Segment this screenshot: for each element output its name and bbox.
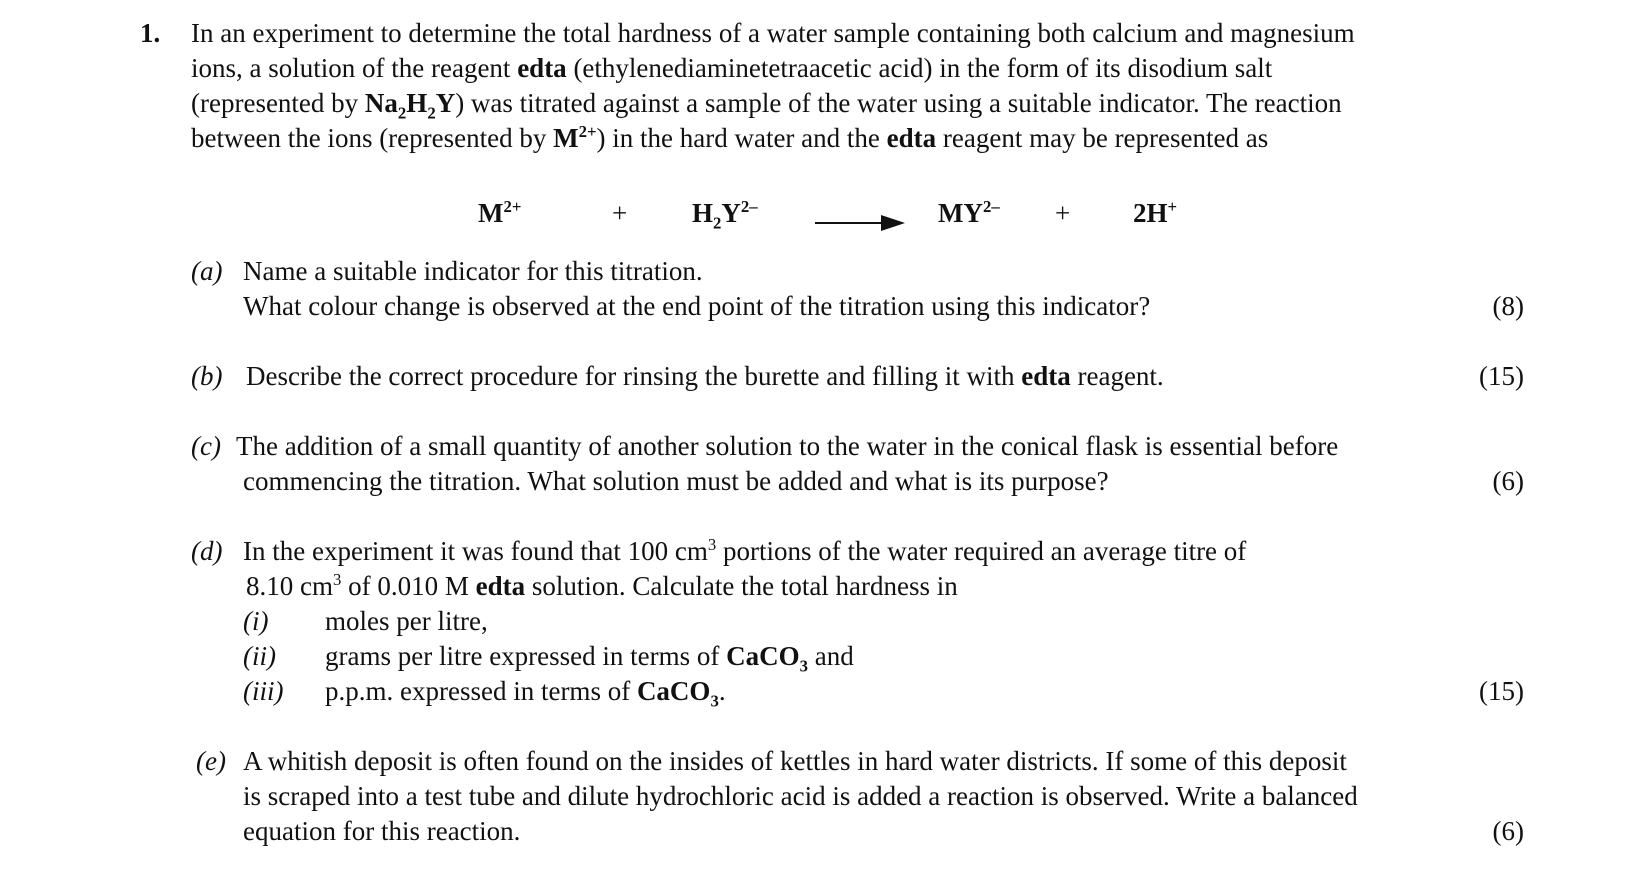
part-d-sub-iii-label: (iii) [243,676,284,706]
part-c-line-1: The addition of a small quantity of another solution to the water in the conical flask is essential before [236,431,1339,461]
part-d-sub-i-text: moles per litre, [325,606,488,636]
part-d-line-2: 8.10 $cm^3$ of 0.010 M edta solution. Calculate the total hardness in [246,570,958,601]
part-a-line-1: Name a suitable indicator for this titration. [243,256,703,286]
part-c-line-2: commencing the titration. What solution must be added and what is its purpose? [243,466,1109,496]
part-c-label: (c) [191,431,221,461]
part-e-label: (e) [196,746,226,776]
part-e-line-3: equation for this reaction. [243,816,521,846]
reaction-arrow-icon [815,213,905,233]
part-d-sub-ii-label: (ii) [243,641,276,671]
part-d-sub-iii-text: p.p.m. expressed in terms of CaCO$_3$. [325,676,726,711]
part-d-label: (d) [191,536,223,566]
question-number: 1. [140,18,161,48]
equation-reactant-h2y: $H_2Y^{2-}$ [692,197,758,233]
equation-plus-2: + [1055,198,1071,228]
part-e-line-2: is scraped into a test tube and dilute hydrochloric acid is added a reaction is observed. Write a balanced [243,781,1358,811]
intro-line-3: (represented by $Na_2H_2Y$) was titrated against a sample of the water using a suitable indicator. The reaction [191,88,1342,123]
part-a-marks: (8) [1492,291,1524,321]
equation-product-2h: 2H+ [1133,197,1178,228]
part-d-sub-ii-text: grams per litre expressed in terms of CaCO$_3$ and [325,641,854,676]
part-a-line-2: What colour change is observed at the end point of the titration using this indicator? [243,291,1151,321]
intro-line-1: In an experiment to determine the total hardness of a water sample containing both calcium and magnesium [191,18,1355,48]
part-d-marks: (15) [1479,676,1524,706]
part-b-marks: (15) [1479,361,1524,391]
equation-reactant-m: $M^{2+}$ [478,197,522,228]
part-e-marks: (6) [1492,816,1524,846]
intro-line-2: ions, a solution of the reagent edta (ethylenediaminetetraacetic acid) in the form of its disodium salt [191,53,1273,83]
part-b-label: (b) [191,361,223,391]
part-c-marks: (6) [1492,466,1524,496]
part-d-line-1: In the experiment it was found that 100 $cm^3$ portions of the water required an average titre of [243,535,1247,566]
part-b-text: Describe the correct procedure for rinsing the burette and filling it with edta reagent. [246,361,1164,391]
equation-product-my: $MY^{2-}$ [938,197,1000,228]
part-e-line-1: A whitish deposit is often found on the insides of kettles in hard water districts. If some of this deposit [243,746,1347,776]
intro-line-4: between the ions (represented by $M^{2+}$) in the hard water and the edta reagent may be represented as [191,122,1269,153]
part-a-label: (a) [191,256,223,286]
equation-plus-1: + [612,198,628,228]
part-d-sub-i-label: (i) [243,606,269,636]
